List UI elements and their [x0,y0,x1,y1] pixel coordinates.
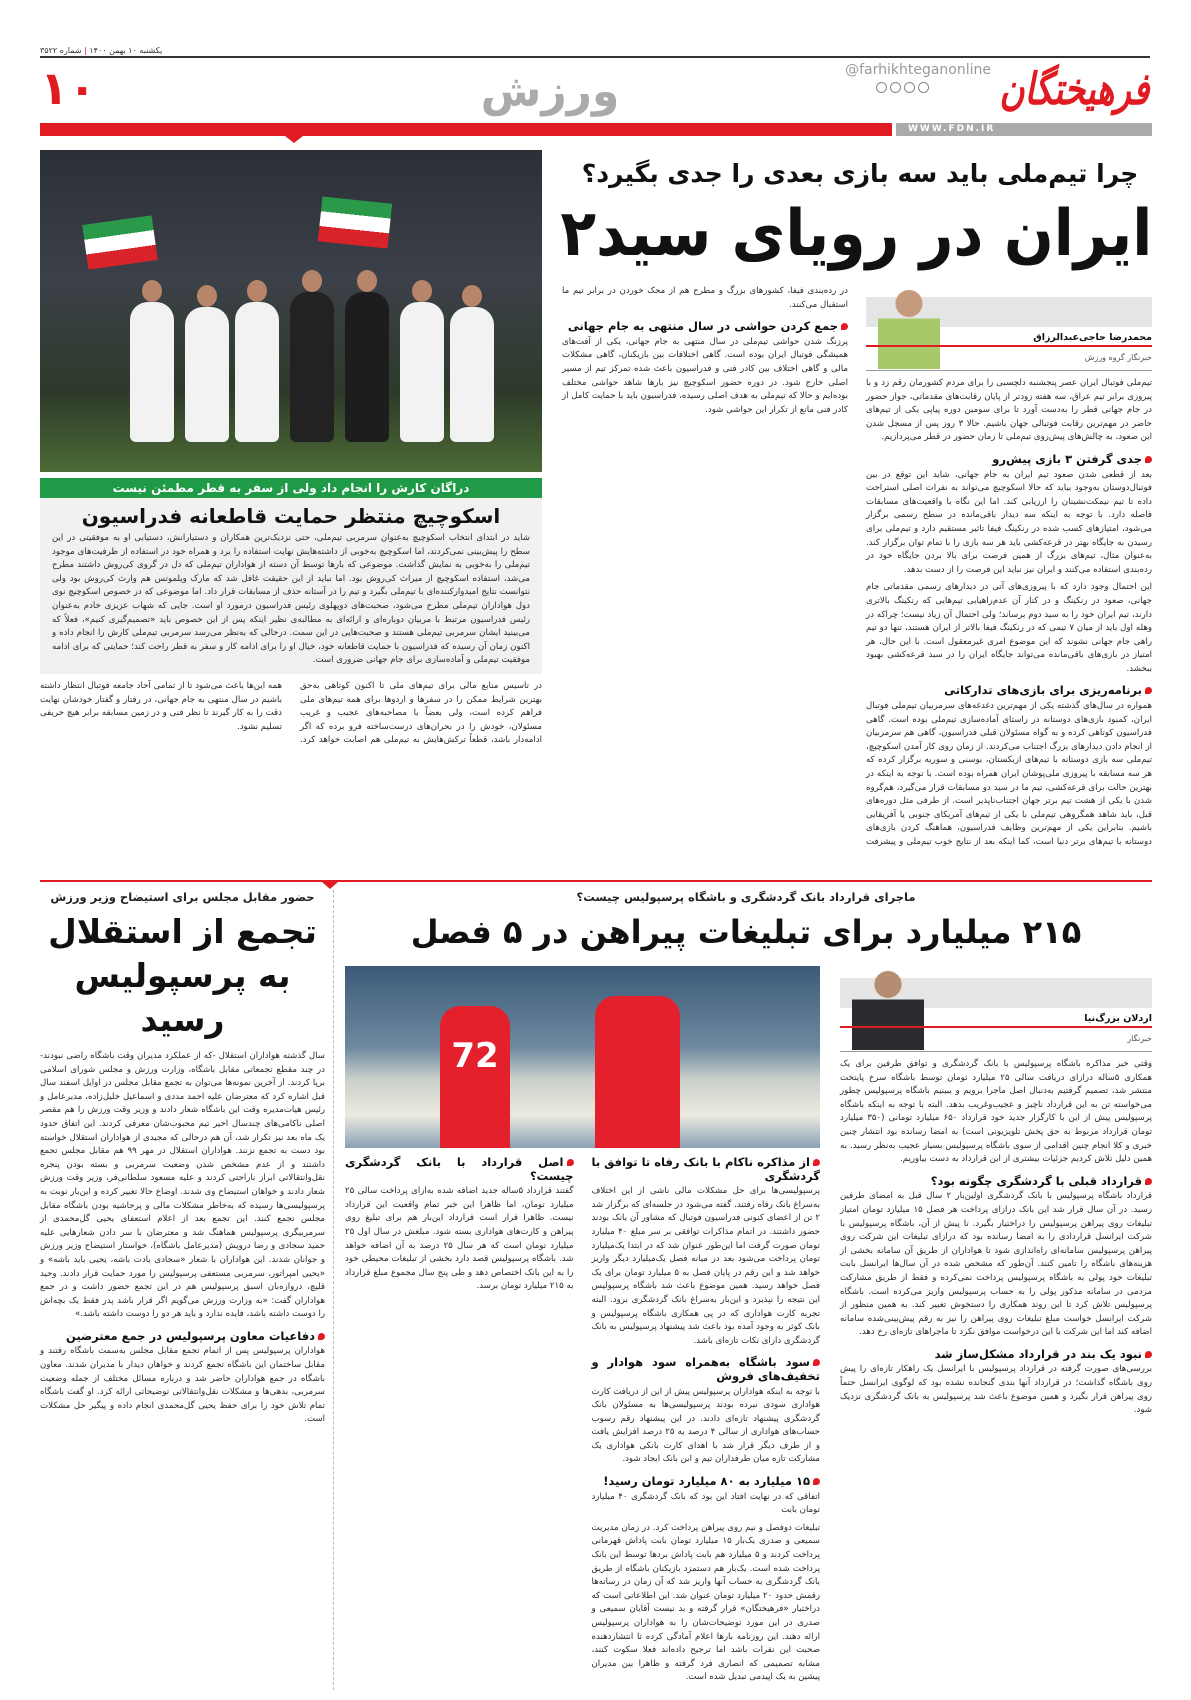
paragraph: همواره در سال‌های گذشته یکی از مهم‌ترین دغدغه‌های سرمربیان تیم‌ملی فوتبال ایران، کمبود بازی‌های دوستانه در راستای آماده‌سازی تیم‌ملی بوده است. گاهی فدراسیون کوتاهی کرده و به گواه مسئولان قبلی فدراسیون، گاهی هم سرمربیان از انجام دادن دیدارهای بزرگ اجتناب می‌کردند. از زمان روی کار آمدن اسکوچیچ، تیم‌ملی سه بازی دوستانه با تیم‌های ازبکستان، بوسنی و سوریه برگزار کرده که هر سه مسابقه با پیروزی ملی‌پوشان ایران همراه بوده است. با توجه به اینکه در بهترین حالت برای قرعه‌کشی، تیم ما در سید دو مسابقات قرار می‌گیرد، هم‌گروه شدن با یکی از هشت تیم برتر جهان اجتناب‌ناپذیر است. از طرفی مثل دوره‌های قبل، باید شاهد همگروهی تیم‌ملی با یکی از تیم‌های آمریکای جنوبی یا آفریقایی باشیم. بنابراین یکی از مهم‌ترین وظایف فدراسیون، هماهنگ کردن بازی‌های دوستانه با تیم‌های برتر دنیا است، کما اینکه بعد از نتایج خوب تیم‌ملی و پیشرفت در رده‌بندی فیفا، کشورهای بزرگ و مطرح هم از محک خوردن در برابر تیم ما استقبال می‌کنند. [562,286,1152,847]
author-role: خبرنگار [1127,1034,1152,1043]
paragraph: گفتند قرارداد ۵ساله جدید اضافه شده به‌ازای پرداخت سالی ۲۵ میلیارد تومان، اما ظاهرا این خبر تمام واقعیت این قرارداد نیست. ظاهرا قرار است قرارداد این‌بار هم برای تبلیغ روی پیراهن و کارت‌های هواداری بسته شود. مبلغش در سال اول ۲۵ میلیارد تومان است که هر سال ۲۵ درصد به آن اضافه خواهد شد. باشگاه پرسپولیس قصد دارد بخشی از تبلیغات محیطی خود را به این بانک اختصاص دهد و طی پنج سال مجموع مبلغ قرارداد به ۲۱۵ میلیارد تومان برسد. [345,1186,574,1292]
sponsorship-headline-wrap [340,910,1152,954]
player [450,307,494,442]
issue-date [40,46,162,55]
author-box [840,966,1152,1052]
main-kicker-wrap [570,158,1150,190]
social-handle: @farhikhteganonline [845,62,991,78]
player [130,302,174,442]
scokic-headline-wrap [40,498,542,530]
protest-article-body [40,1050,325,1431]
main-kicker: چرا تیم‌ملی باید سه بازی بعدی را جدی بگیرد؟ [581,159,1139,188]
intro-paragraph: تیم‌ملی فوتبال ایران عصر پنجشنبه دلچسبی را برای مردم کشورمان رقم زد و با پیروزی برابر تیم عراق، سه هفته زودتر از پایان رقابت‌های مقدماتی، جواز حضور در جام جهانی قطر را به‌دست آورد تا برای سومین دوره پیاپی یکی از تیم‌های حاضر در مهم‌ترین رقابت فوتبالی جهان باشیم. حالا ۳ روز پس از مسجل شدن این صعود، به چالش‌های پیش‌روی تیم‌ملی تا زمان حضور در قطر می‌پردازیم. [866,378,1152,443]
subheading: دفاعیات معاون پرسپولیس در جمع معترضین [40,1330,325,1344]
paragraph: پرزنگ شدن حواشی تیم‌ملی در سال منتهی به جام جهانی، یکی از آفت‌های همیشگی فوتبال ایران بوده است. گاهی اختلافات بین بازیکنان، گاهی مشکلات مالی و گاهی اختلاف بین کادر فنی و فدراسیون باعث شده تمرکز تیم از مسیر اصلی خارج شود. در دوره حضور اسکوچیچ نیز بارها شاهد حواشی مختلف بوده‌ایم و حالا که تیم‌ملی به هدف اصلی رسیده، فدراسیون باید با حمایت کامل از کادر فنی مانع از تکرار این حواشی شود. [562,336,848,415]
under-photo-area [40,478,542,873]
scokic-body: شاید در ابتدای انتخاب اسکوچیچ به‌عنوان سرمربی تیم‌ملی، حتی نزدیک‌ترین همکاران و دستیارانش، دستیابی او به موفقیتی در این سطح را پیش‌بینی نمی‌کردند، اما اسکوچیچ به‌خوبی از داشته‌هایش نهایت استفاده را برد و همراه خود در استفاده از ظرفیت‌های موجود تیم‌ملی را به‌خوبی به نمایش گذاشت. موضوعی که بارها توسط آن دسته از هواداران تیم‌ملی که دل در گروی کی‌روش داشتند مطرح می‌شد، استفاده اسکوچیچ از میراث کی‌روش بود. اما نباید از این حقیقت غافل شد که مارک ویلموتس هم وارث کی‌روش بود ولی نتوانست نتایج امیدوارکننده‌ای با تیم‌ملی بگیرد و تیم را در آستانه حذف از مسابقات قرار داد. اما موضوعی که در خصوص اسکوچیچ نوی دول هواداران تیم‌ملی مطرح می‌شود، صحبت‌های دوپهلوی رئیس فدراسیون درمورد او است. جایی که شهاب عزیزی خادم به‌عنوان رئیس فدراسیون مرتبط با مربیان دوباره‌ای و ارائه‌ای به مطالبه‌ی نظیر اینکه پس از این خصوص باید «تصمیم‌گیری کنیم»، فعلاً که می‌بینید ایشان سرمربی تیم‌ملی هستند و صحبت‌هایی در این سمت. درحالی که به‌نظر می‌رسد سرمربی تیم‌ملی کارش را انجام داده و اکنون زمان آن رسیده که فدراسیون با حمایت قاطعانه خود، خیال او را برای ادامه کار و سفر به قطر راحت کند؛ حمایتی که برای ادامه موفقیت تیم‌ملی و آماده‌سازی برای جام جهانی ضروری است. [52,533,530,666]
paragraph: بعد از قطعی شدن صعود تیم ایران به جام جهانی، شاید این توقع در بین فوتبال‌دوستان به‌وجود بیاید که حالا اسکوچیچ می‌تواند به نفرات اصلی استراحت داده تا تیم نیمکت‌نشینان را ارزیابی کند. اما این نگاه با واقعیت‌های مسابقات فاصله دارد. با توجه به اینکه سه دیدار باقی‌مانده در سطح رسمی برگزار می‌شود، امتیازهای کسب شده در رنکینگ فیفا تاثیر مستقیم دارد و تیم‌ملی برای رسیدن به جایگاه بهتر در قرعه‌کشی باید هر سه بازی را با تمام توان برگزار کند. به‌عنوان مثال، تیم‌های بزرگ از همین فرصت برای بالا بردن جایگاه خود در رده‌بندی استفاده می‌کنند و ایران نیز نباید این فرصت را از دست بدهد. [866,469,1152,575]
scokic-kicker-bar [40,478,542,498]
page-number: ۱۰ [40,61,97,115]
author-photo [878,285,940,369]
logo-text: فرهیختگان [999,64,1149,115]
paragraph: پرسپولیسی‌ها برای حل مشکلات مالی ناشی از این اختلاف به‌سراغ بانک رفاه رفتند. گفته می‌شود در جلسه‌ای که برگزار شد ۲ تن از اعضای کنونی فدراسیون فوتبال که مشاور آن بانک بودند حضور داشتند. در اتمام مذاکرات توافقی بر سر مبلغ ۴۰ میلیارد تومان صورت گرفت اما این‌طور عنوان شد که در ابتدا یک‌میلیارد تومان پرداخت می‌شود بعد در میانه فصل یک‌میلیارد دیگر واریز خواهد شد و این رقم در پایان فصل به ۵ میلیارد تومان برای یک فصل خواهد رسید. همین موضوع باعث شد باشگاه پرسپولیس این نتیجه را نپذیرد و این‌بار به‌سراغ بانک گردشگری برود. البته تجربه کارت هواداری که در پی همکاری باشگاه پرسپولیس و بانک کوثر به وجود آمده بود باعث شد پیشنهاد پرسپولیس به بانک گردشگری دارای نکات تازه‌ای باشد. [591,1186,820,1346]
telegram-icon [890,82,901,93]
paragraph: با توجه به اینکه هواداران پرسپولیس پیش از این از دریافت کارت هواداری سودی نبرده بودند پرسپولیسی‌ها به مسئولان بانک گردشگری پیشنهاد تازه‌ای دادند. در این پیشنهاد رقم رسوب حساب‌های هواداری از سالی ۴ درصد به ۲۵ درصد افزایش یافت و از طرف دیگر قرار شد با اهدای کارت بانکی هواداری یک مشارکت تازه میان طرفداران تیم و این بانک ایجاد شود. [591,1386,820,1465]
instagram-icon [876,82,887,93]
author-role: خبرنگار گروه ورزش [1084,353,1152,362]
section-title: ورزش [480,66,620,117]
subheading: سود باشگاه به‌همراه سود هوادار و تخفیف‌های فروش [591,1355,820,1383]
author-name: محمدرضا حاجی‌عبدالرزاق [1033,332,1152,343]
player [595,996,680,1148]
subheading: ۱۵ میلیارد به ۸۰ میلیارد تومان رسید! [592,1475,821,1489]
website-url[interactable]: WWW.FDN.IR [896,123,1152,136]
subheading: اصل قرارداد با بانک گردشگری چیست؟ [345,1155,574,1183]
column-divider [333,890,334,1690]
protest-headline[interactable]: تجمع از استقلال به پرسپولیس رسید [48,912,317,1039]
paragraph: در تاسیس منابع مالی برای تیم‌های ملی تا اکنون کوتاهی به‌حق بهترین شرایط ممکن را در سفرها و اردوها برای همه تیم‌های ملی فراهم کرده است، ولی بعضاً با مصاحبه‌های عجیب و غریب مسئولان، خودش را در بحران‌های درست‌ساخته فرو برده که اگر ادامه‌دار باشد، قطعاً ترکش‌هایش به تیم‌ملی هم اصابت خواهد کرد. همه این‌ها باعث می‌شود تا از تمامی آحاد جامعه فوتبال انتظار داشته باشیم در سال منتهی به جام جهانی، در رفتار و گفتار خودشان نهایت دقت را به کار گیرند تا نظر فنی و در زمین مسابقه برابر هیچ حریفی تسلیم نشود. [40,680,542,746]
paragraph: سال گذشته هواداران استقلال -که از عملکرد مدیران وقت باشگاه راضی نبودند- در چند مقطع تجمعاتی مقابل باشگاه، وزارت ورزش و مجلس شورای اسلامی برپا کردند. از آخرین نمونه‌ها می‌توان به تجمع مقابل مجلس در اوایل اسفند سال قبل اشاره کرد که معترضان علیه احمد مددی و اسماعیل خلیل‌زاده، مدیرعامل و رئیس هیات‌مدیره وقت این باشگاه شعار دادند و وزیر وقت ورزش را هم مقصر اصلی ناکامی‌های چندسال اخیر تیم محبوب‌شان معرفی کردند. این اتفاق حدود یک ماه بعد نیز تکرار شد، آن هم درحالی که مجیدی از هواداران استقلال خواسته بود دست به تجمع نزنند. هواداران استقلال در مهر ۹۹ هم مقابل مجلس تجمع داشتند و از عدم مشخص شدن وضعیت سرمربی و بسته بودن پنجره نقل‌وانتقالاتی ابراز ناراحتی کردند و علیه مسعود سلطانی‌فر، وزیر وقت ورزش شعار دادند و خواهان استیضاح وی شدند. اوضاع حالا تغییر کرده و این‌بار نوبت به پرسپولیسی‌ها رسیده که به‌خاطر مشکلات مالی و پرحاشیه بودن باشگاه مقابل مجلس تجمع کنند. این تجمع بعد از اعلام استعفای یحیی گل‌محمدی از سرمربیگری پرسپولیس هماهنگ شد و معترضان با سر دادن شعارهایی علیه حمید سجادی و رضا درویش (مدیرعامل باشگاه)، خواستار استیضاح وزیر ورزش و جوانان شدند. این هواداران با شعار «سجادی یادت باشه، یحیی باید باشه» و «یحیی امپراتور، سرمربی مستعفی پرسپولیس را مورد حمایت قرار دادند. وحید قلیچ، دروازه‌بان اسبق پرسپولیس هم در این تجمع حضور داشت و در جمع هواداران گفت: «به وزارت ورزش می‌گویم اگر قرار باشد پدر فقط یک بچه‌اش را دوست داشته باشد، فایده ندارد و باید هر دو را دوست داشته باشد.» [40,1051,325,1320]
player [235,302,279,442]
paragraph: تبلیغات دوفصل و نیم روی پیراهن پرداخت کرد. در زمان مدیریت سمیعی و صدری یک‌بار ۱۵ میلیارد تومان بابت پاداش قهرمانی پرداخت کردند و ۵ میلیارد هم بابت پاداش بردها توسط این بانک پرداخت شده است. یک‌بار هم دستمزد بازیکنان باشگاه از طریق بانک گردشگری به حساب آنها واریز شد که آن زمان در رسانه‌ها رقمش حدود ۲۰ میلیارد تومان عنوان شد. این اطلاعاتی است که دراختیار «فرهیختگان» قرار گرفته و بد نیست آقایان سمیعی و صدری در این مورد توضیحات‌شان را به هواداران پرسپولیس ارائه دهند. این روزنامه بارها اعلام آمادگی کرده تا انتشاردهنده صحبت این نفرات باشد اما ترجیح داده‌اند فعلا سکوت کنند، مشابه تصمیمی که انصاری فرد گرفته و ظاهرا بین مدیران پیشین به یک اپیدمی تبدیل شده است. [591,1522,821,1683]
main-article-body [562,285,1152,870]
persepolis-players-photo [345,966,820,1148]
coach [290,292,334,442]
scokic-article [40,498,542,674]
team-celebration-photo [40,150,542,472]
main-article-continuation [40,680,542,748]
paragraph: اتفاقی که در نهایت افتاد این بود که بانک گردشگری ۴۰ میلیارد تومان بابت [591,1491,820,1516]
protest-kicker: حضور مقابل مجلس برای استیضاح وزیر ورزش [50,890,315,904]
player [400,302,444,442]
subheading: از مذاکره ناکام با بانک رفاه تا توافق با گردشگری [591,1155,820,1183]
protest-kicker-wrap [40,888,325,906]
issue-number: شماره ۳۵۲۲ [40,46,82,55]
player [185,307,229,442]
newspaper-logo[interactable] [999,60,1149,120]
date-separator: | [84,46,87,55]
header-red-bar [40,123,892,136]
sponsorship-kicker: ماجرای قرارداد بانک گردشگری و باشگاه پرسپولیس چیست؟ [576,890,916,904]
date-text: یکشنبه ۱۰ بهمن ۱۴۰۰ [89,46,163,55]
subheading: جمع کردن حواشی در سال منتهی به جام جهانی [562,320,848,334]
social-icons [876,82,929,93]
scokic-kicker: دراگان کارش را انجام داد ولی از سفر به قطر مطمئن نیست [112,481,470,495]
iran-flag [318,196,392,248]
main-headline[interactable]: ایران در رویای سید۲ [560,197,1152,271]
subheading: برنامه‌ریزی برای بازی‌های تدارکاتی [866,684,1152,698]
sponsorship-article-lower-columns [345,1156,820,1694]
scokic-headline[interactable]: اسکوچیچ منتظر حمایت قاطعانه فدراسیون [81,504,501,528]
protest-article [40,888,325,1693]
goalkeeper [345,292,389,442]
subheading: جدی گرفتن ۳ بازی پیش‌رو [866,453,1152,467]
author-name: اردلان بزرگ‌نیا [1084,1013,1152,1024]
author-box [866,285,1152,371]
header-notch [285,136,303,143]
subheading: قرارداد قبلی با گردشگری چگونه بود؟ [840,1175,1152,1189]
sponsorship-headline[interactable]: ۲۱۵ میلیارد برای تبلیغات پیراهن در ۵ فصل [410,913,1082,951]
player-72: 72 [440,1006,510,1148]
twitter-icon [904,82,915,93]
sponsorship-kicker-wrap [340,888,1152,906]
iran-flag [82,215,158,269]
top-rule [40,56,1150,58]
author-photo [852,966,924,1050]
main-headline-wrap [560,194,1152,274]
paragraph: قرارداد باشگاه پرسپولیس با بانک گردشگری اولین‌بار ۲ سال قبل به امضای طرفین رسید. در آن سال قرار شد این بانک درازای پرداخت هر فصل ۱۵ میلیارد تومان امتیاز تبلیغات روی پیراهن پرسپولیس را دراختیار بگیرد. تا پیش از آن، باشگاه پرسپولیس با شرکت ایرانسل قراردادی را به امضا رسانده بود که درازای تبلیغات این شرکت روی پیراهن پرسپولیس سامانه‌ای راه‌اندازی شود تا هواداران از طریق آن سامانه بخشی از هزینه‌های باشگاه را تامین کنند. آن‌طور که مشخص شده در آن سال‌ها ایرانسل بابت تبلیغات خود پولی به باشگاه پرسپولیس پرداخت نمی‌کرده و فقط از طریق مشارکت مردمی در سامانه مذکور پولی را به حساب پرسپولیس واریز می‌کرده است. باشگاه پرسپولیس تلاش کرد تا این روند همکاری را دستخوش تغییر کند. به همین منظور از شرکت ایرانسل خواست مبلغ تبلیغات روی پیراهن را نیز به رقم پیش‌بینی‌شده سامانه اضافه کند اما این شرکت با این درخواست موافق نکرد تا ماجراهای تازه‌ای رخ دهد. [840,1191,1153,1338]
subheading: نبود یک بند در قرارداد مشکل‌ساز شد [840,1348,1152,1362]
at-icon [918,82,929,93]
paragraph: این احتمال وجود دارد که با پیروزی‌های آتی در دیدارهای رسمی مقدماتی جام جهانی، صعود در رنکینگ و در کنار آن عدم‌راهیابی تیم‌هایی که رنکینگ بالاتری دارند، تیم ایران خود را به سید دوم برساند؛ ولی احتمال آن زیاد نیست؛ چراکه در وهله اول باید از میان ۷ تیمی که در رنکینگ فیفا بالاتر از ایران هستند، تنها دو تیم راهی جام جهانی نشوند که این موضوع امری غیرمعقول است. با این حال، هر امتیاز در بازی‌های باقی‌مانده می‌تواند جایگاه ایران را در سبد قرعه‌کشی بهبود ببخشد. [866,582,1152,674]
sponsorship-article-right-column [840,966,1152,1694]
section-divider [40,880,1152,882]
paragraph: هواداران پرسپولیس پس از اتمام تجمع مقابل مجلس به‌سمت باشگاه رفتند و مقابل ساختمان این باشگاه تجمع کردند و خواهان دیدار با مدیران شدند. معاون باشگاه در جمع هواداران حاضر شد و درباره مسائل مختلف از جمله وضعیت سرمربی، بدهی‌ها و مشکلات نقل‌وانتقالاتی توضیحاتی ارائه کرد. او گفت باشگاه تمام تلاش خود را برای حفظ یحیی گل‌محمدی انجام داده و پیگیر حل مشکلات است. [40,1346,325,1425]
intro-paragraph: وقتی خبر مذاکره باشگاه پرسپولیس با بانک گردشگری و توافق طرفین برای یک همکاری ۵ساله درازای دریافت سالی ۲۵ میلیارد تومان توسط باشگاه سرخ پایتخت منتشر شد، تصمیم گرفتیم به‌دنبال اصل ماجرا برویم و ببینیم باشگاه پرسپولیس چطور می‌خواسته تن به این قرارداد ناچیز و عجیب‌وغریب بدهد. البته با توجه به اینکه باشگاه پرسپولیس پیش از این با کارگزار جدید خود قرارداد ۶۵۰ میلیارد تومانی (۳۵۰ میلیارد تومان قرارداد مربوط به حق پخش تلویزیونی است) به امضا رسانده بود انتشار چنین خبری و کلا انجام چنین اقدامی از سوی باشگاه پرسپولیس بسیار عجیب به‌نظر رسید. به همین دلیل تلاش کردیم جزئیات بیشتری از این قرارداد به دست بیاوریم. [840,1059,1152,1165]
paragraph: بررسی‌های صورت گرفته در قرارداد پرسپولیس با ایرانسل یک راهکار تازه‌ای را پیش روی باشگاه گذاشت؛ در قرارداد آنها بندی گنجانده نشده بود که لوگوی ایرانسل حتماً روی پیراهن قرار بگیرد و همین موضوع باعث شد پرسپولیس به بانک گردشگری نزدیک شود. [840,1364,1152,1416]
